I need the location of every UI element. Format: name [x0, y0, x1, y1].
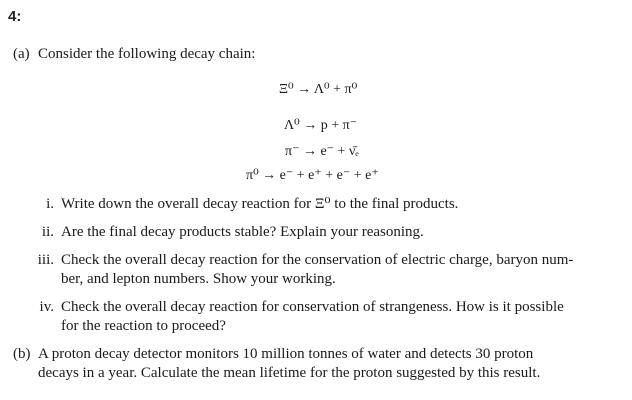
- subpart-i-label: i.: [46, 196, 54, 212]
- subpart-iv-label: iv.: [39, 299, 54, 315]
- equation-lambda-decay: Λ⁰ → p + π⁻: [284, 118, 358, 133]
- equation-pion-minus-decay: π⁻ → e⁻ + ν̄ₑ: [285, 144, 359, 159]
- equation-xi-decay: Ξ⁰ → Λ⁰ + π⁰: [279, 82, 358, 97]
- subpart-iv-line2: for the reaction to proceed?: [61, 318, 226, 334]
- part-b-line1: A proton decay detector monitors 10 million tonnes of water and detects 30 proton: [38, 346, 534, 362]
- part-b-line2: decays in a year. Calculate the mean lifetime for the proton suggested by this result.: [38, 365, 541, 381]
- subpart-iv-line1: Check the overall decay reaction for conservation of strangeness. How is it possible: [61, 299, 564, 315]
- subpart-ii-label: ii.: [41, 224, 54, 240]
- subpart-iii-label: iii.: [37, 252, 54, 268]
- subpart-iii-line2: ber, and lepton numbers. Show your working.: [61, 271, 336, 287]
- subpart-ii-text: Are the final decay products stable? Explain your reasoning.: [61, 224, 424, 240]
- subpart-iii-line1: Check the overall decay reaction for the conservation of electric charge, baryon num-: [61, 252, 574, 268]
- part-a-label: (a): [13, 46, 30, 62]
- question-number: 4:: [8, 8, 22, 25]
- part-b-label: (b): [13, 346, 31, 362]
- part-a-intro: Consider the following decay chain:: [38, 46, 256, 62]
- equation-pion-zero-decay: π⁰ → e⁻ + e⁺ + e⁻ + e⁺: [246, 168, 379, 183]
- subpart-i-text: Write down the overall decay reaction for Ξ⁰ to the final products.: [61, 196, 459, 212]
